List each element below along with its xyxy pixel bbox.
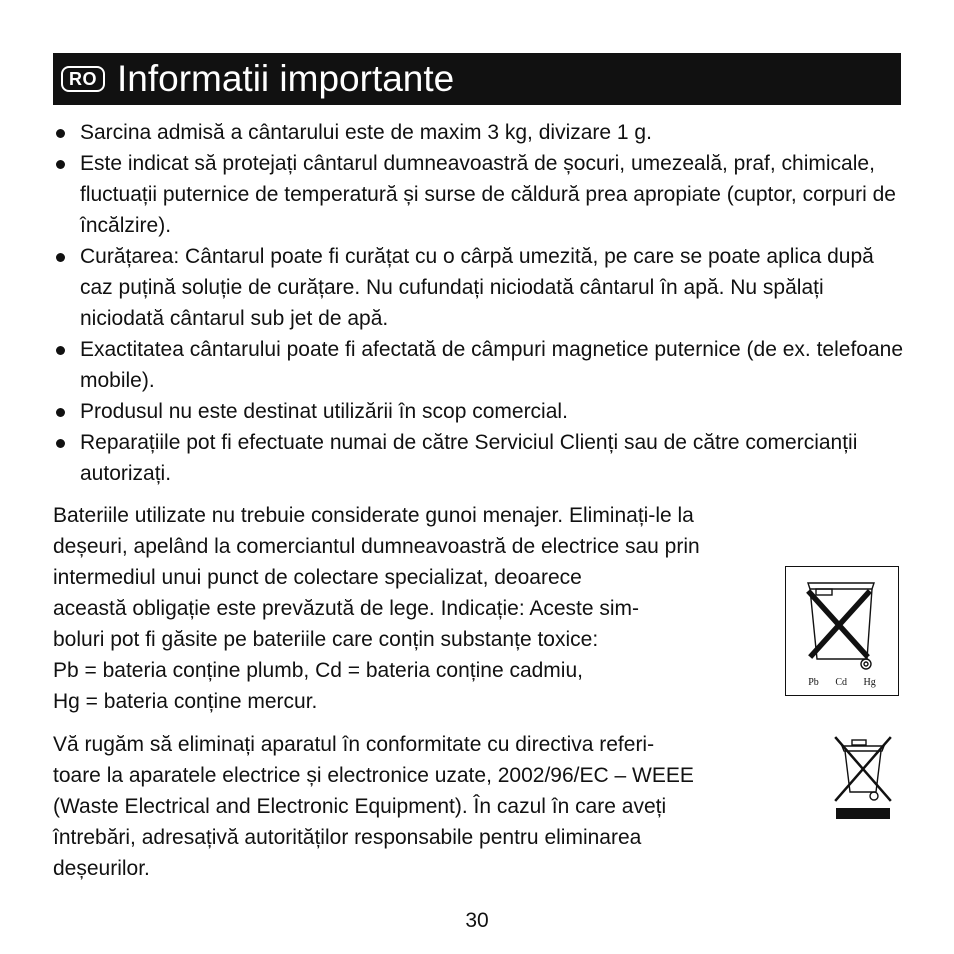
paragraph-line: această obligație este prevăzută de lege. Indicație: Aceste sim- (53, 597, 640, 620)
battery-disposal-symbol (785, 566, 899, 696)
crossed-out-bin-icon (786, 567, 898, 695)
weee-crossed-bin-icon (832, 734, 894, 820)
mercury-label: Hg (863, 677, 876, 688)
paragraph-line: Pb = bateria conține plumb, Cd = bateria conține cadmiu, (53, 659, 583, 682)
lead-label: Pb (808, 677, 819, 688)
paragraph-line: întrebări, adresațivă autorităților responsabile pentru eliminarea (53, 826, 642, 849)
paragraph-line: deșeurilor. (53, 857, 150, 880)
paragraph-line: boluri pot fi găsite pe bateriile care conțin substanțe toxice: (53, 628, 599, 651)
page-title: Informatii importante (117, 58, 455, 99)
paragraph-line: Hg = bateria conține mercur. (53, 690, 318, 713)
cadmium-label: Cd (835, 677, 847, 688)
list-item: Curățarea: Cântarul poate fi curățat cu o cârpă umezită, pe care se poate aplica după caz puțină soluție de curățare. Nu cufundați niciodată cântarul în apă. Nu spălați niciodată cântarul sub jet de apă. (53, 241, 903, 334)
list-item: Produsul nu este destinat utilizării în scop comercial. (53, 396, 903, 427)
list-item: Este indicat să protejați cântarul dumneavoastră de șocuri, umezeală, praf, chimicale, fluctuații puternice de temperatură și surse de căldură prea apropiate (cuptor, corpuri de încălzire). (53, 148, 903, 241)
paragraph-line: toare la aparatele electrice și electronice uzate, 2002/96/EC – WEEE (53, 764, 694, 787)
list-item: Exactitatea cântarului poate fi afectată de câmpuri magnetice puternice (de ex. telefoane mobile). (53, 334, 903, 396)
paragraph-line: Bateriile utilizate nu trebuie considerate gunoi menajer. Eliminați-le la (53, 504, 694, 527)
page-header (53, 53, 901, 105)
paragraph-line: (Waste Electrical and Electronic Equipment). În cazul în care aveți (53, 795, 667, 818)
language-badge: RO (61, 66, 105, 92)
paragraph-line: intermediul unui punct de colectare specializat, deoarece (53, 566, 582, 589)
paragraph-line: deșeuri, apelând la comerciantul dumneavoastră de electrice sau prin (53, 535, 700, 558)
page-number: 30 (465, 909, 489, 932)
list-item: Reparațiile pot fi efectuate numai de către Serviciul Clienți sau de către comercianții autorizați. (53, 427, 903, 489)
safety-bullet-list (53, 117, 903, 489)
battery-disposal-paragraph (53, 500, 853, 717)
battery-symbol-labels (786, 677, 898, 688)
paragraph-line: Vă rugăm să eliminați aparatul în conformitate cu directiva referi- (53, 733, 655, 756)
list-item: Sarcina admisă a cântarului este de maxim 3 kg, divizare 1 g. (53, 117, 903, 148)
weee-disposal-paragraph (53, 729, 823, 884)
